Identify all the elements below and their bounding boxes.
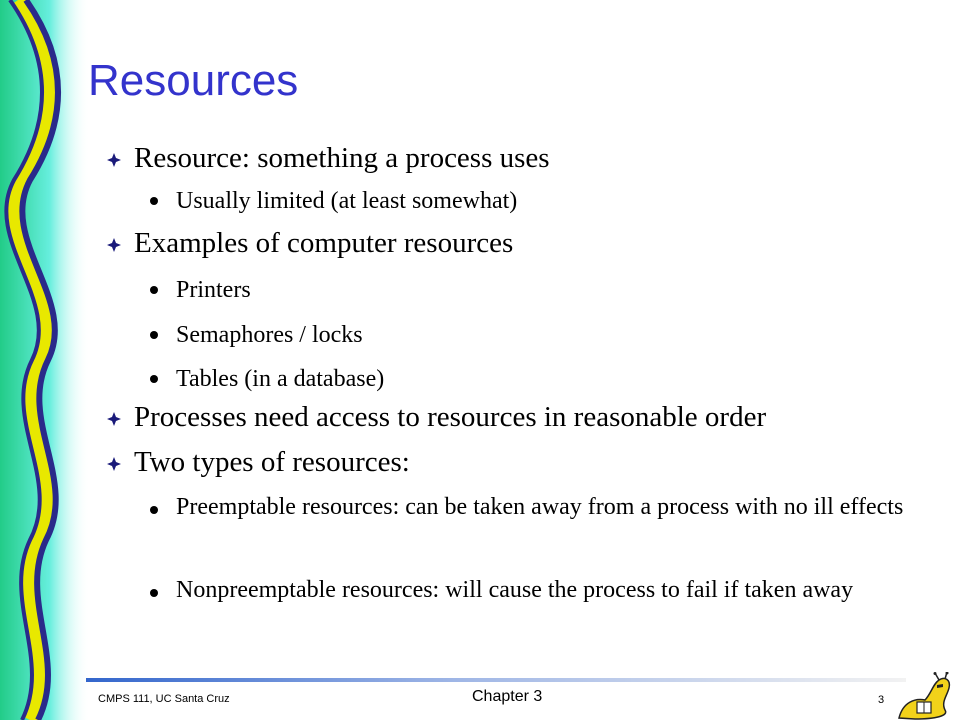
bullet-level2: Tables (in a database) [176,366,385,392]
footer-chapter: Chapter 3 [472,688,543,705]
round-bullet-icon [150,331,158,339]
round-bullet-icon [150,375,158,383]
diamond-bullet-icon [107,153,121,167]
page-number: 3 [878,694,885,706]
wave-border-decoration [0,0,90,720]
bullet-level1: Examples of computer resources [134,227,514,259]
round-bullet-icon [150,197,158,205]
bullet-level2: Preemptable resources: can be taken away from a process with no ill effects [176,494,904,520]
diamond-bullet-icon [107,412,121,426]
slide-title: Resources [88,56,299,105]
bullet-level1: Resource: something a process uses [134,142,550,174]
footer-divider [86,678,906,682]
bullet-level2: Semaphores / locks [176,322,363,348]
diamond-bullet-icon [107,457,121,471]
diamond-bullet-icon [107,238,121,252]
bullet-level2: Nonpreemptable resources: will cause the process to fail if taken away [176,577,854,603]
bullet-level2: Printers [176,277,251,303]
round-bullet-icon [150,286,158,294]
footer-course: CMPS 111, UC Santa Cruz [98,693,230,705]
bullet-level2: Usually limited (at least somewhat) [176,188,518,214]
round-bullet-icon [150,589,158,597]
bullet-level1: Processes need access to resources in reasonable order [134,401,767,433]
bullet-level1: Two types of resources: [134,446,410,478]
round-bullet-icon [150,506,158,514]
banana-slug-logo [895,672,957,720]
